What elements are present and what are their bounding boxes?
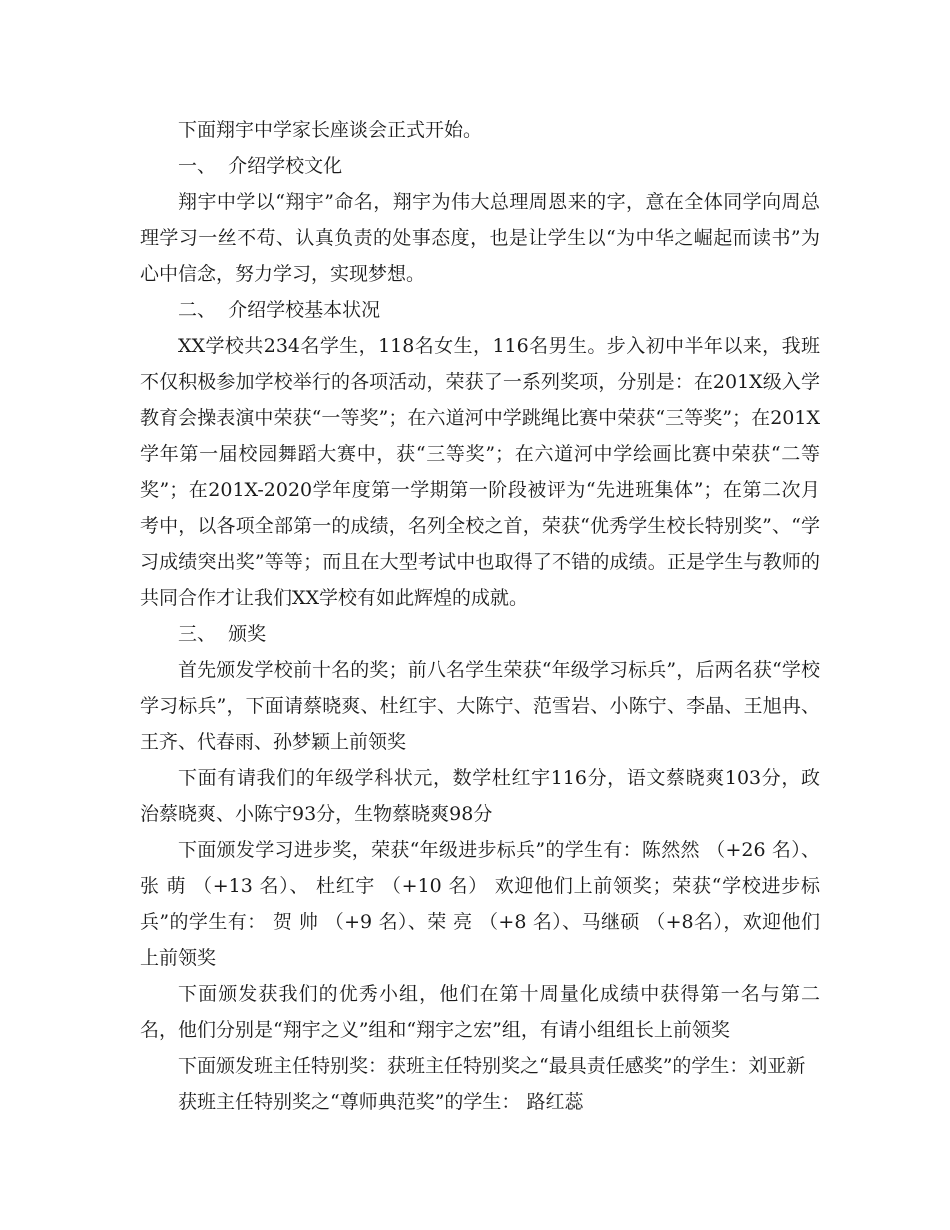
- paragraph-top-ten-award: 首先颁发学校前十名的奖；前八名学生荣获“年级学习标兵”，后两名获“学校学习标兵”，下面请蔡晓爽、杜红宇、大陈宁、范雪岩、小陈宁、李晶、王旭冉、王齐、代春雨、孙梦颖上前领奖: [140, 659, 820, 753]
- paragraph-progress-award: 下面颁发学习进步奖，荣获“年级进步标兵”的学生有：陈然然 （+26 名）、张 萌 （+13 名）、 杜红宇 （+10 名） 欢迎他们上前领奖；荣获“学校进步标兵”的学生有： 贺 帅 （+9 名）、荣 亮 （+8 名）、马继硕 （+8名），欢迎他们上前领奖: [140, 839, 820, 969]
- paragraph-teacher-special-award: 下面颁发班主任特别奖：获班主任特别奖之“最具责任感奖”的学生：刘亚新: [178, 1055, 806, 1077]
- section-heading-awards: 三、 颁奖: [178, 623, 267, 645]
- paragraph-school-culture: 翔宇中学以“翔宇”命名，翔宇为伟大总理周恩来的字，意在全体同学向周总理学习一丝不苟、认真负责的处事态度，也是让学生以“为中华之崛起而读书”为心中信念，努力学习，实现梦想。: [140, 191, 820, 285]
- paragraph-respect-teacher-award: 获班主任特别奖之“尊师典范奖”的学生： 路红蕊: [178, 1091, 584, 1113]
- paragraph-opening: 下面翔宇中学家长座谈会正式开始。: [178, 119, 483, 141]
- section-heading-school-culture: 一、 介绍学校文化: [178, 155, 343, 177]
- document-body: [140, 112, 820, 1120]
- paragraph-excellent-group: 下面颁发获我们的优秀小组，他们在第十周量化成绩中获得第一名与第二名，他们分别是“翔宇之义”组和“翔宇之宏”组，有请小组组长上前领奖: [140, 983, 820, 1041]
- paragraph-school-status: XX学校共234名学生，118名女生，116名男生。步入初中半年以来，我班不仅积极参加学校举行的各项活动，荣获了一系列奖项，分别是：在201X级入学教育会操表演中荣获“一等奖”；在六道河中学跳绳比赛中荣获“三等奖”；在201X学年第一届校园舞蹈大赛中，获“三等奖”；在六道河中学绘画比赛中荣获“二等奖”；在201X-2020学年度第一学期第一阶段被评为“先进班集体”；在第二次月考中，以各项全部第一的成绩，名列全校之首，荣获“优秀学生校长特别奖”、“学习成绩突出奖”等等；而且在大型考试中也取得了不错的成绩。正是学生与教师的共同合作才让我们XX学校有如此辉煌的成就。: [140, 335, 820, 609]
- section-heading-school-status: 二、 介绍学校基本状况: [178, 299, 381, 321]
- paragraph-subject-champions: 下面有请我们的年级学科状元，数学杜红宇116分，语文蔡晓爽103分，政治蔡晓爽、小陈宁93分，生物蔡晓爽98分: [140, 767, 820, 825]
